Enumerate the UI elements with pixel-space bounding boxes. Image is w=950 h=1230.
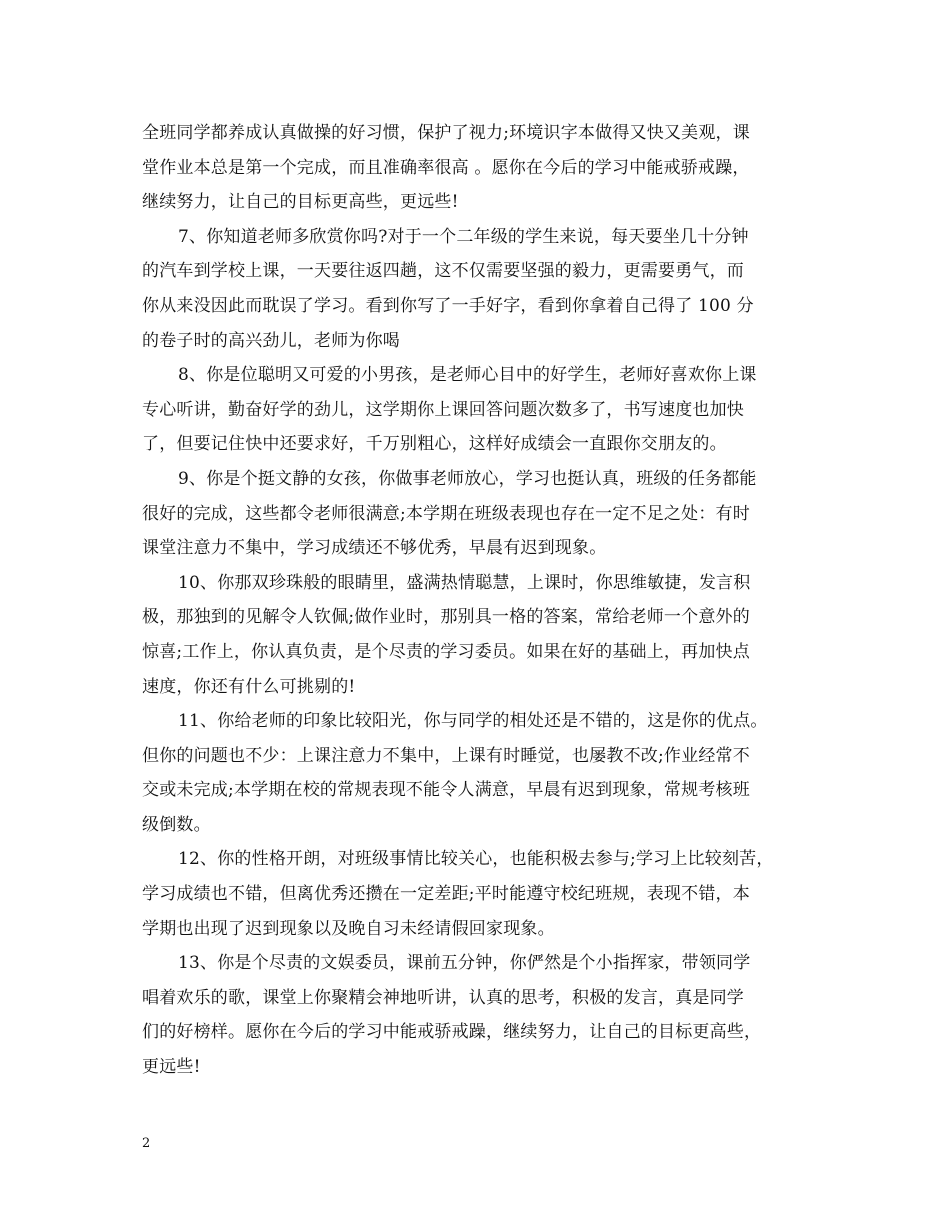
paragraph-8 (142, 358, 822, 462)
text-line: 13、你是个尽责的文娱委员，课前五分钟，你俨然是个小指挥家，带领同学 (178, 953, 751, 974)
text-line: 11、你给老师的印象比较阳光，你与同学的相处还是不错的，这是你的优点。 (178, 711, 768, 732)
text-line: 学期也出现了迟到现象以及晚自习未经请假回家现象。 (142, 918, 555, 939)
text-line: 10、你那双珍珠般的眼睛里，盛满热情聪慧，上课时，你思维敏捷，发言积 (178, 572, 751, 593)
text-line: 专心听讲，勤奋好学的劲儿，这学期你上课回答问题次数多了，书写速度也加快 (142, 399, 744, 420)
paragraph-13 (142, 946, 822, 1084)
paragraph-11 (142, 704, 822, 842)
text-line: 堂作业本总是第一个完成，而且准确率很高 。愿你在今后的学习中能戒骄戒躁， (142, 157, 750, 178)
text-line: 速度，你还有什么可挑剔的! (142, 676, 356, 697)
text-line: 课堂注意力不集中，学习成绩还不够优秀，早晨有迟到现象。 (142, 538, 607, 559)
paragraph-9 (142, 462, 822, 566)
text-line: 级倒数。 (142, 814, 211, 835)
text-line: 你从来没因此而耽误了学习。看到你写了一手好字，看到你拿着自己得了 100 分 (142, 295, 754, 316)
paragraph-12 (142, 842, 822, 946)
text-line: 8、你是位聪明又可爱的小男孩，是老师心目中的好学生，老师好喜欢你上课 (178, 365, 757, 386)
text-line: 7、你知道老师多欣赏你吗?对于一个二年级的学生来说，每天要坐几十分钟 (178, 226, 749, 247)
text-line: 的卷子时的高兴劲儿，老师为你喝 (142, 330, 400, 351)
text-line: 继续努力，让自己的目标更高些，更远些! (142, 192, 459, 213)
text-line: 很好的完成，这些都令老师很满意;本学期在班级表现也存在一定不足之处：有时 (142, 503, 750, 524)
text-line: 们的好榜样。愿你在今后的学习中能戒骄戒躁，继续努力，让自己的目标更高些， (142, 1022, 762, 1043)
text-line: 更远些! (142, 1057, 201, 1078)
paragraph-7 (142, 220, 822, 358)
paragraph-10 (142, 566, 822, 704)
text-line: 全班同学都养成认真做操的好习惯，保护了视力;环境识字本做得又快又美观，课 (142, 123, 750, 143)
text-line: 了，但要记住快中还要求好，千万别粗心，这样好成绩会一直跟你交朋友的。 (142, 434, 727, 455)
text-line: 唱着欢乐的歌，课堂上你聚精会神地听讲，认真的思考，积极的发言，真是同学 (142, 987, 744, 1008)
paragraph-intro-continued (142, 116, 822, 220)
document-body (142, 116, 822, 1085)
page-number: 2 (142, 1136, 151, 1151)
text-line: 但你的问题也不少：上课注意力不集中，上课有时睡觉，也屡教不改;作业经常不 (142, 745, 750, 766)
text-line: 极，那独到的见解令人钦佩;做作业时，那别具一格的答案，常给老师一个意外的 (142, 607, 750, 628)
text-line: 惊喜;工作上，你认真负责，是个尽责的学习委员。如果在好的基础上，再加快点 (142, 641, 750, 662)
text-line: 9、你是个挺文静的女孩，你做事老师放心，学习也挺认真，班级的任务都能 (178, 468, 757, 489)
text-line: 交或未完成;本学期在校的常规表现不能令人满意，早晨有迟到现象，常规考核班 (142, 780, 750, 801)
text-line: 12、你的性格开朗，对班级事情比较关心，也能积极去参与;学习上比较刻苦， (178, 849, 774, 870)
text-line: 的汽车到学校上课，一天要往返四趟，这不仅需要坚强的毅力，更需要勇气，而 (142, 261, 744, 282)
text-line: 学习成绩也不错，但离优秀还攒在一定差距;平时能遵守校纪班规，表现不错，本 (142, 884, 750, 905)
